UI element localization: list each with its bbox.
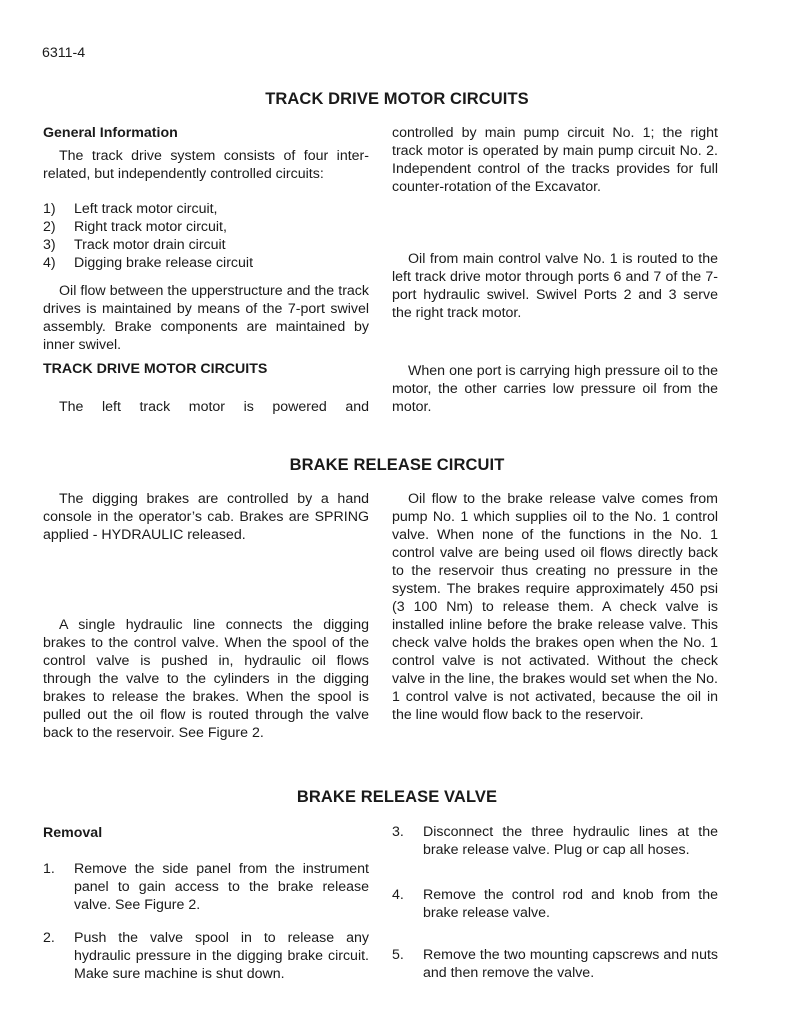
brake-circuit-right-paragraph: Oil flow to the brake release valve comes from pump No. 1 which supplies oil to the No. 1 control valve. When none of the functions in the No. 1 control valve are being used oil flows directly back to the reservoir thus creating no pressure in the system. The brakes require approximately 450 psi (3 100 Nm) to release them. A check valve is installed inline before the brake release valve. This check valve holds the brakes open when the No. 1 control valve is not activated. Without the check valve in the line, the brakes would set when the No. 1 control valve is not activated, because the oil in the line would flow back to the reservoir. (392, 491, 718, 723)
left-motor-paragraph: The left track motor is powered and (59, 399, 369, 415)
page-number: 6311-4 (42, 45, 86, 61)
list-item (43, 218, 369, 236)
step-text: Remove the control rod and knob from the brake release valve. (423, 887, 718, 921)
step-number: 3. (392, 824, 404, 840)
section-title-brake-release-valve: BRAKE RELEASE VALVE (296, 788, 498, 806)
list-item-text: Left track motor circuit, (74, 201, 218, 217)
general-information-heading: General Information (43, 125, 178, 141)
step-text: Push the valve spool in to release any hydraulic pressure in the digging brake circuit. Make sure machine is shut down. (74, 930, 369, 982)
right-column-paragraph-3: When one port is carrying high pressure oil to the motor, the other carries low pressure oil from the motor. (392, 363, 718, 415)
brake-circuit-left-paragraph-2: A single hydraulic line connects the digging brakes to the control valve. When the spool of the control valve is pushed in, hydraulic oil flows through the valve to the cylinders in the digging brakes to release the brakes. When the spool is pulled out the oil flow is routed through the valve back to the reservoir. See Figure 2. (43, 617, 369, 741)
section-title-brake-release-circuit: BRAKE RELEASE CIRCUIT (289, 456, 505, 474)
step-text: Remove the two mounting capscrews and nuts and then remove the valve. (423, 947, 718, 981)
step-number: 5. (392, 947, 404, 963)
list-item (43, 860, 369, 914)
list-item-number: 2) (43, 219, 56, 235)
step-text: Disconnect the three hydraulic lines at the brake release valve. Plug or cap all hoses. (423, 824, 718, 858)
list-item (392, 886, 718, 922)
list-item-text: Digging brake release circuit (74, 255, 254, 271)
section-title-track-drive: TRACK DRIVE MOTOR CIRCUITS (265, 90, 529, 108)
brake-circuit-left-paragraph-1: The digging brakes are controlled by a hand console in the operator’s cab. Brakes are SPRING applied - HYDRAULIC released. (43, 491, 369, 543)
step-number: 2. (43, 930, 55, 946)
right-column-paragraph-2: Oil from main control valve No. 1 is routed to the left track drive motor through ports 6 and 7 of the 7-port hydraulic swivel. Swivel Ports 2 and 3 serve the right track motor. (392, 251, 718, 321)
track-drive-subheading: TRACK DRIVE MOTOR CIRCUITS (43, 361, 268, 377)
list-item (43, 929, 369, 983)
list-item-text: Track motor drain circuit (74, 237, 226, 253)
list-item (392, 946, 718, 982)
list-item (43, 236, 369, 254)
list-item-number: 3) (43, 237, 56, 253)
right-column-paragraph-1: controlled by main pump circuit No. 1; the right track motor is operated by main pump circuit No. 2. Independent control of the tracks provides for full counter-rotation of the Excavator. (392, 125, 718, 195)
list-item (43, 254, 369, 272)
intro-paragraph: The track drive system consists of four inter-related, but independently controlled circuits: (43, 148, 369, 182)
list-item-number: 4) (43, 255, 56, 271)
oil-flow-paragraph: Oil flow between the upperstructure and the track drives is maintained by means of the 7-port swivel assembly. Brake components are maintained by inner swivel. (43, 283, 369, 353)
removal-heading: Removal (43, 825, 103, 841)
step-text: Remove the side panel from the instrument panel to gain access to the brake release valve. See Figure 2. (74, 861, 369, 913)
list-item (43, 200, 369, 218)
step-number: 4. (392, 887, 404, 903)
list-item (392, 823, 718, 859)
list-item-text: Right track motor circuit, (74, 219, 227, 235)
step-number: 1. (43, 861, 55, 877)
list-item-number: 1) (43, 201, 56, 217)
